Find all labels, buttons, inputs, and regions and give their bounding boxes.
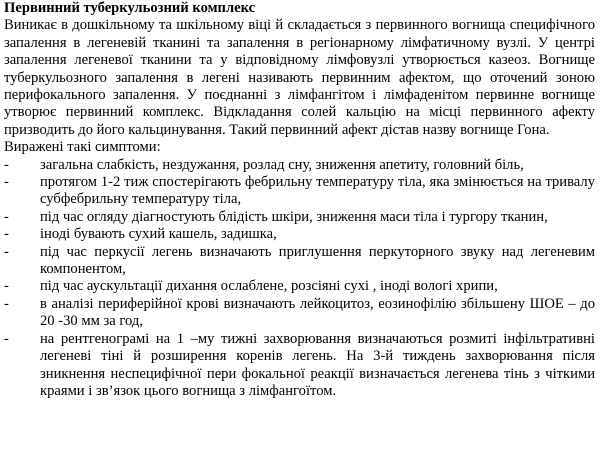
list-item [4, 226, 595, 243]
symptoms-heading: Виражені такі симптоми: [4, 139, 161, 156]
list-item [4, 244, 595, 279]
bullet-dash: - [4, 174, 9, 191]
list-item [4, 157, 595, 174]
list-item [4, 296, 595, 331]
list-item-text: на рентгенограмі на 1 –му тижні захворювання визначаються розмиті інфільтративні легеневі тіні й розширення коренів легень. На 3-й тиждень захворювання після зникнення неспецифічної пери фокальної реакції визначається легенева тінь з чіткими краями і зв’язок цього вогнища з лімфангоїтом. [40, 330, 595, 399]
list-item [4, 331, 595, 401]
bullet-dash: - [4, 278, 9, 295]
list-item [4, 278, 595, 295]
list-item [4, 174, 595, 209]
document-title: Первинний туберкульозний комплекс [4, 0, 256, 16]
bullet-dash: - [4, 208, 9, 225]
bullet-dash: - [4, 330, 9, 347]
list-item [4, 209, 595, 226]
list-item-text: під час аускультації дихання ослаблене, розсіяні сухі , іноді вологі хрипи, [40, 278, 498, 295]
bullet-dash: - [4, 295, 9, 312]
list-item-text: протягом 1-2 тиж спостерігають фебрильну температуру тіла, яка змінюється на тривалу субфебрильну температуру тіла, [40, 174, 595, 208]
list-item-text: в аналізі периферійної крові визначають лейкоцитоз, еозинофілію збільшену ШОЕ – до 20 -30 мм за год, [40, 295, 595, 330]
intro-paragraph: Виникає в дошкільному та шкільному віці й складається з первинного вогнища специфічного запалення в легеневій тканині та запалення в регіонарному лімфатичному вузлі. У центрі запалення легеневої тканини та у відповідному лімфовузлі утворюється казеоз. Вогнище туберкульозного запалення в легені називають первинним афектом, що оточений зоною перифокального запалення. У поєднанні з лімфангітом і лімфаденітом первинне вогнище утворює первинний комплекс. Відкладання солей кальцію на місці первинного афекту призводить до його кальцинування. Такий первинний афект дістав назву вогнище Гона. [4, 17, 595, 138]
symptoms-list [4, 157, 595, 401]
list-item-text: загальна слабкість, нездужання, розлад сну, зниження апетиту, головний біль, [40, 156, 524, 173]
bullet-dash: - [4, 226, 9, 243]
list-item-text: іноді бувають сухий кашель, задишка, [40, 226, 277, 243]
bullet-dash: - [4, 243, 9, 260]
list-item-text: під час перкусії легень визначають приглушення перкуторного звуку над легеневим компонентом, [40, 243, 595, 278]
bullet-dash: - [4, 156, 9, 173]
list-item-text: під час огляду діагностують блідість шкіри, зниження маси тіла і тургору тканин, [40, 208, 548, 225]
